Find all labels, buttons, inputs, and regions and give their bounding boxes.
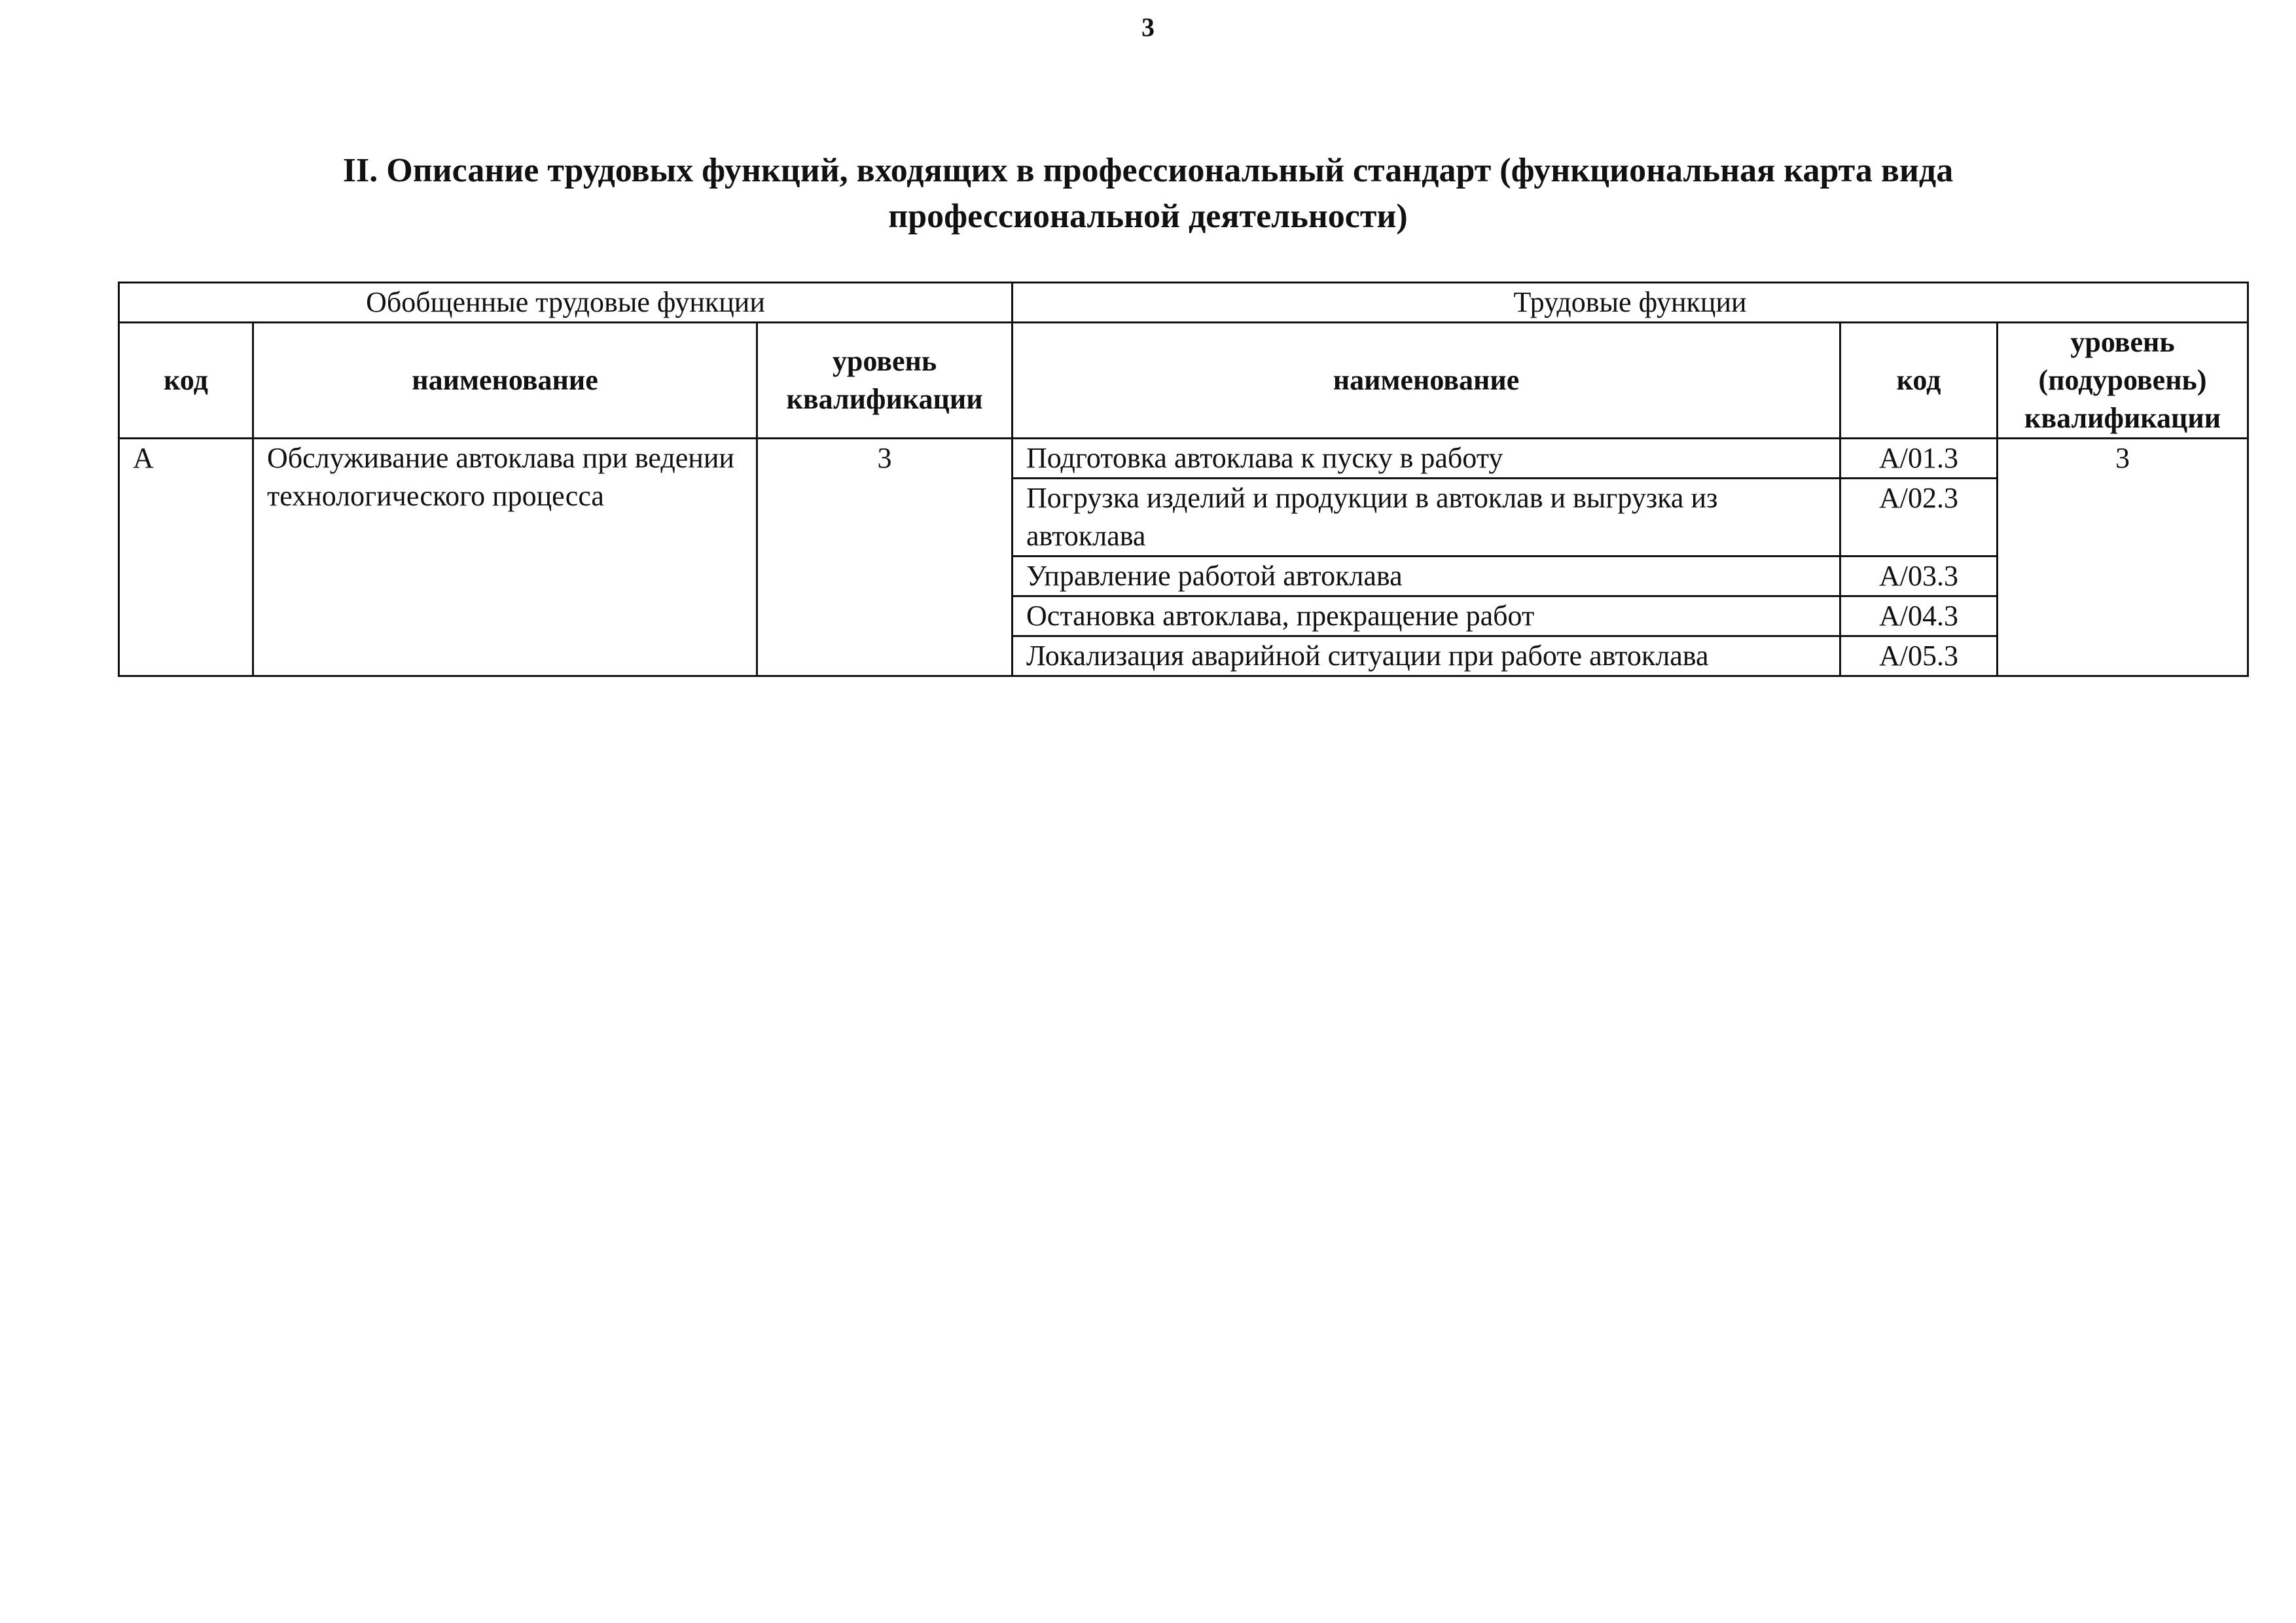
function-name: Управление работой автоклава <box>1013 556 1840 596</box>
function-name: Локализация аварийной ситуации при работе автоклава <box>1013 636 1840 676</box>
table-row <box>119 439 2248 479</box>
function-code: А/03.3 <box>1840 556 1998 596</box>
group-header-functions: Трудовые функции <box>1013 283 2248 323</box>
functional-map-table <box>118 282 2249 677</box>
group-header-row <box>119 283 2248 323</box>
function-code: А/05.3 <box>1840 636 1998 676</box>
header-gen-level: уровень квалификации <box>757 323 1013 439</box>
function-name: Погрузка изделий и продукции в автоклав и выгрузка из автоклава <box>1013 479 1840 556</box>
gen-function-code: А <box>119 439 253 676</box>
header-func-code: код <box>1840 323 1998 439</box>
page-number: 3 <box>1141 12 1155 42</box>
group-header-generalized: Обобщенные трудовые функции <box>119 283 1013 323</box>
header-gen-code: код <box>119 323 253 439</box>
function-name: Остановка автоклава, прекращение работ <box>1013 596 1840 636</box>
header-func-level: уровень (подуровень) квалификации <box>1998 323 2248 439</box>
section-title: II. Описание трудовых функций, входящих в профессиональный стандарт (функциональная карта вида профессиональной деятельности) <box>342 152 1954 235</box>
function-code: А/01.3 <box>1840 439 1998 479</box>
gen-function-level: 3 <box>757 439 1013 676</box>
function-level: 3 <box>1998 439 2248 676</box>
function-name: Подготовка автоклава к пуску в работу <box>1013 439 1840 479</box>
header-gen-name: наименование <box>253 323 757 439</box>
function-code: А/02.3 <box>1840 479 1998 556</box>
gen-function-name: Обслуживание автоклава при ведении технологического процесса <box>253 439 757 676</box>
function-code: А/04.3 <box>1840 596 1998 636</box>
header-func-name: наименование <box>1013 323 1840 439</box>
column-header-row <box>119 323 2248 439</box>
